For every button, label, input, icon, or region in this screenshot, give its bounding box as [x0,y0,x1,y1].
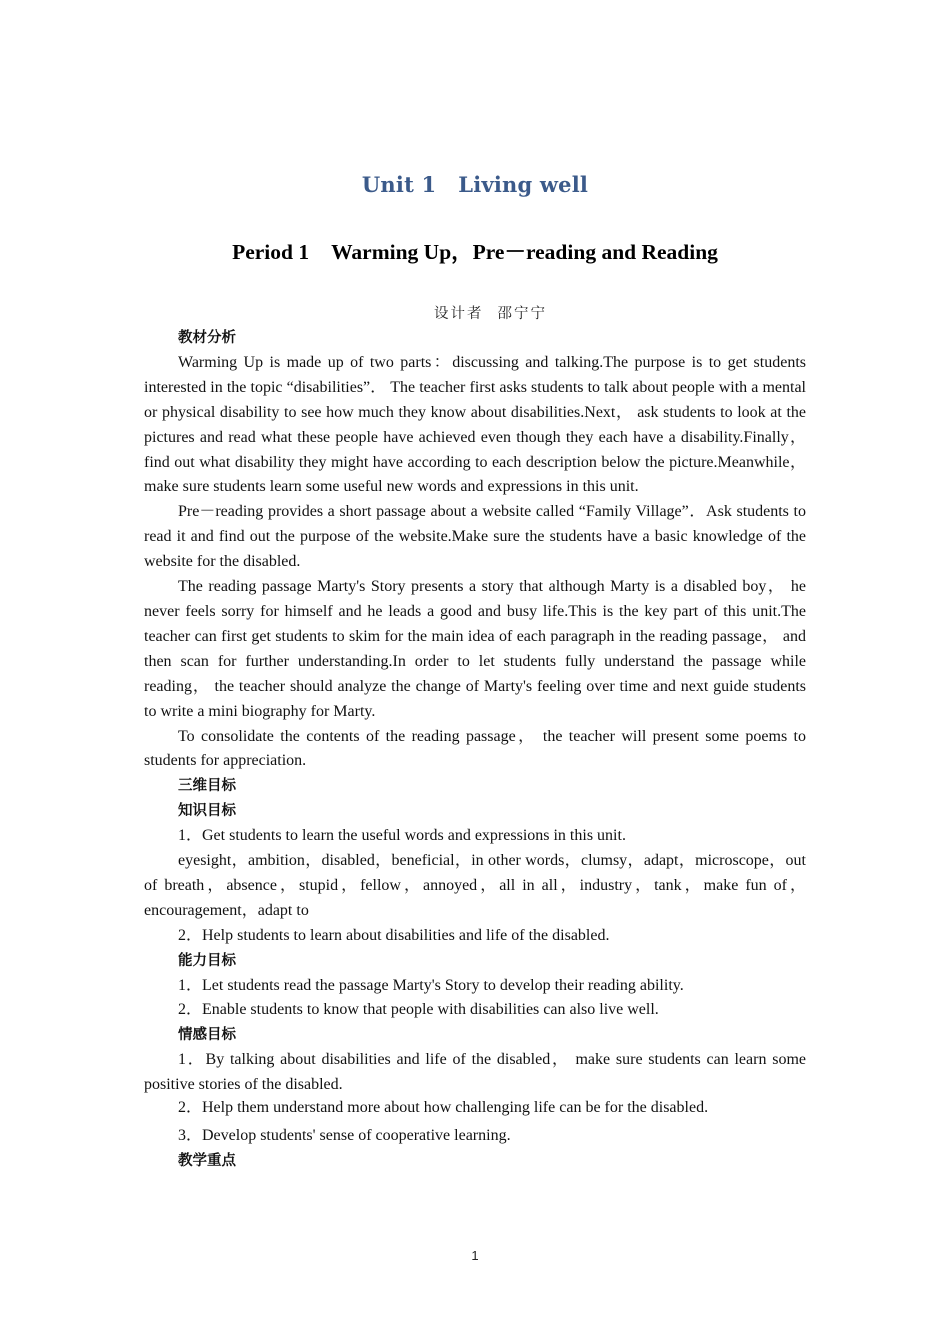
unit-label: Unit 1 [361,172,437,197]
knowledge-item: 1．Get students to learn the useful words and expressions in this unit. [178,827,626,845]
unit-name: Living well [458,172,589,197]
page-number: 1 [471,1248,479,1263]
objectives-heading: 三维目标 [178,778,236,795]
period-name: Warming Up，Pre－reading and Reading [331,240,718,264]
ability-item: 1．Let students read the passage Marty's Story to develop their reading ability. [178,976,684,994]
designer-name: 邵宁宁 [497,306,547,322]
vocabulary-list: eyesight，ambition，disabled，beneficial，in other words，clumsy，adapt，microscope，out of breath，absence，stupid，fellow，annoyed，all in all，industry，tank，make fun of，encouragement，adapt to [144,852,806,919]
period-label: Period 1 [232,240,310,264]
document-body [144,326,806,1174]
emotion-item: 2．Help them understand more about how challenging life can be for the disabled. [178,1099,709,1117]
ability-heading: 能力目标 [178,952,236,969]
designer-line [434,302,547,323]
key-points-heading: 教学重点 [178,1152,236,1169]
analysis-paragraph: Warming Up is made up of two parts：discussing and talking.The purpose is to get students interested in the topic “disabilities”． The teacher first asks students to talk about people with a mental or physical disability to see how much they know about disabilities.Next， ask students to look at the pictures and read what these people have achieved even though they each have a disability.Finally， find out what disability they might have according to each description below the picture.Meanwhile， make sure students learn some useful new words and expressions in this unit. [144,353,806,496]
emotion-item: 1．By talking about disabilities and life of the disabled， make sure students can learn some positive stories of the disabled. [144,1051,806,1094]
analysis-paragraph: To consolidate the contents of the reading passage， the teacher will present some poems to students for appreciation. [144,727,806,770]
knowledge-heading: 知识目标 [178,803,236,820]
emotion-heading: 情感目标 [178,1027,236,1044]
analysis-heading: 教材分析 [178,330,236,346]
unit-title [0,172,950,197]
designer-label: 设计者 [434,306,484,322]
knowledge-item: 2．Help students to learn about disabilities and life of the disabled. [178,926,610,944]
analysis-paragraph: The reading passage Marty's Story presents a story that although Marty is a disabled boy， he never feels sorry for himself and he leads a good and busy life.This is the key part of this unit.The teacher can first get students to skim for the main idea of each paragraph in the reading passage， and then scan for further understanding.In order to let students fully understand the passage while reading， the teacher should analyze the change of Marty's feeling over time and next guide students to write a mini biography for Marty. [144,578,807,720]
period-title [0,235,950,266]
emotion-item: 3．Develop students' sense of cooperative learning. [178,1127,511,1144]
ability-item: 2．Enable students to know that people with disabilities can also live well. [178,1001,659,1019]
analysis-paragraph: Pre－reading provides a short passage about a website called “Family Village”．Ask students to read it and find out the purpose of the website.Make sure the students have a basic knowledge of the website for the disabled. [144,503,806,571]
